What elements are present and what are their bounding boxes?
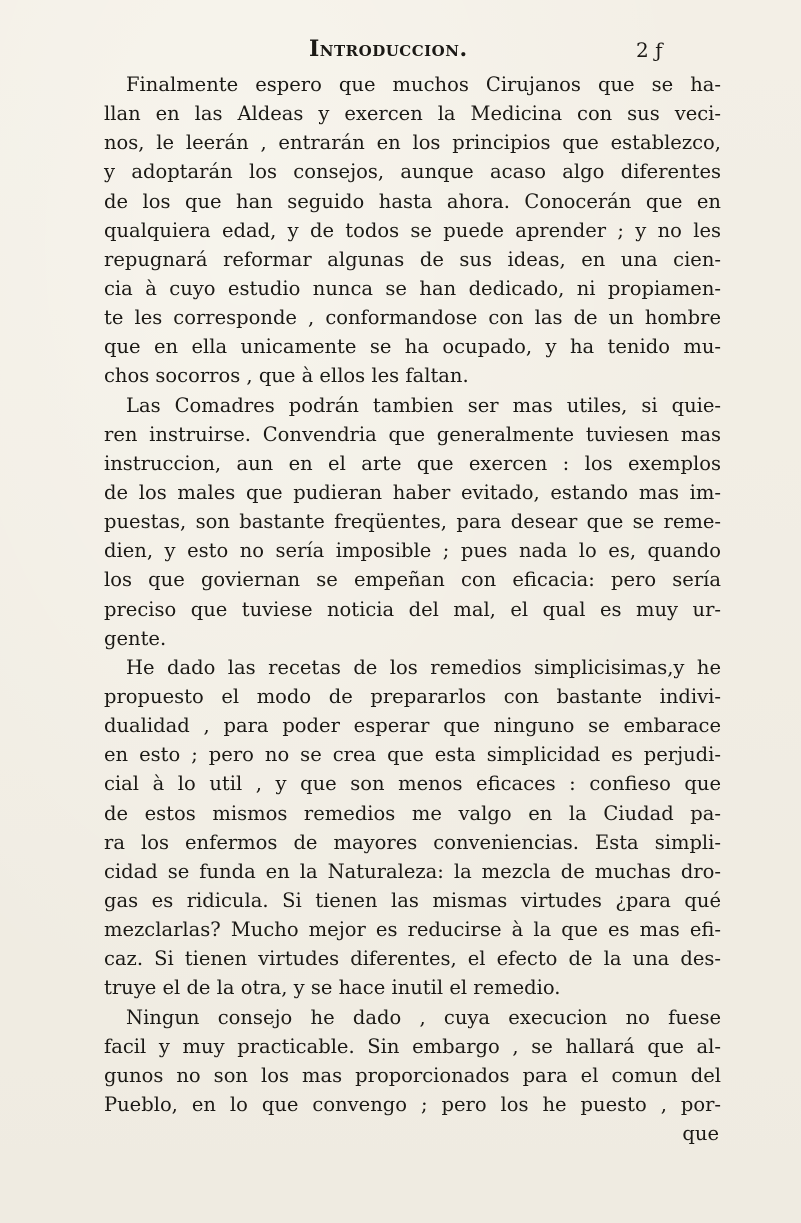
body-text [104,70,721,1148]
page-number: 2 ƒ [636,38,663,62]
text-line: gas es ridicula. Si tienen las mismas virtudes ¿para qué [104,888,721,912]
text-line: He dado las recetas de los remedios simplicisimas,y he [126,655,721,679]
text-line: gente. [104,626,167,650]
text-line: de estos mismos remedios me valgo en la Ciudad pa- [104,801,721,825]
text-line: en esto ; pero no se crea que esta simplicidad es perjudi- [104,743,721,767]
text-line: los que goviernan se empeñan con eficacia: pero sería [104,568,721,592]
text-line: Finalmente espero que muchos Cirujanos que se ha- [126,73,721,96]
text-line: puestas, son bastante freqüentes, para desear que se reme- [104,510,721,534]
running-title: Introduccion. [309,36,468,62]
text-line: dualidad , para poder esperar que ninguno se embarace [104,714,721,738]
text-line: ra los enfermos de mayores conveniencias. Esta simpli- [104,830,721,854]
text-line: dien, y esto no sería imposible ; pues nada lo es, quando [104,539,721,563]
text-line: repugnará reformar algunas de sus ideas, en una cien- [104,247,721,271]
text-line: caz. Si tienen virtudes diferentes, el efecto de la una des- [104,947,721,971]
text-line: Las Comadres podrán tambien ser mas utiles, si quie- [126,393,721,417]
text-line: gunos no son los mas proporcionados para el comun del [104,1063,721,1087]
text-line: Pueblo, en lo que convengo ; pero los he puesto , por- [104,1092,721,1116]
text-line: preciso que tuviese noticia del mal, el qual es muy ur- [104,597,721,621]
page-header [0,36,801,68]
text-line: instruccion, aun en el arte que exercen : los exemplos [104,451,721,475]
text-line: y adoptarán los consejos, aunque acaso algo diferentes [104,160,721,184]
text-line: cidad se funda en la Naturaleza: la mezcla de muchas dro- [104,859,721,883]
text-line: Ningun consejo he dado , cuya execucion no fuese [126,1005,721,1029]
text-line: chos socorros , que à ellos les faltan. [104,364,469,388]
text-line: de los que han seguido hasta ahora. Conocerán que en [104,189,721,213]
text-line: te les corresponde , conformandose con las de un hombre [104,306,721,330]
text-line: ren instruirse. Convendria que generalmente tuviesen mas [104,422,721,446]
text-line: llan en las Aldeas y exercen la Medicina con sus veci- [104,102,721,126]
catchword: que [682,1122,719,1146]
text-line: cia à cuyo estudio nunca se han dedicado, ni propiamen- [104,276,721,300]
text-line: facil y muy practicable. Sin embargo , se hallará que al- [104,1034,721,1058]
text-line: truye el de la otra, y se hace inutil el remedio. [104,976,561,1000]
text-line: que en ella unicamente se ha ocupado, y ha tenido mu- [104,335,721,359]
text-line: qualquiera edad, y de todos se puede aprender ; y no les [104,218,721,242]
text-line: cial à lo util , y que son menos eficaces : confieso que [104,772,721,796]
text-line: propuesto el modo de prepararlos con bastante indivi- [104,684,721,708]
text-line: mezclarlas? Mucho mejor es reducirse à la que es mas efi- [104,918,721,942]
text-line: de los males que pudieran haber evitado, estando mas im- [104,480,721,504]
text-line: nos, le leerán , entrarán en los principios que establezco, [104,131,721,155]
